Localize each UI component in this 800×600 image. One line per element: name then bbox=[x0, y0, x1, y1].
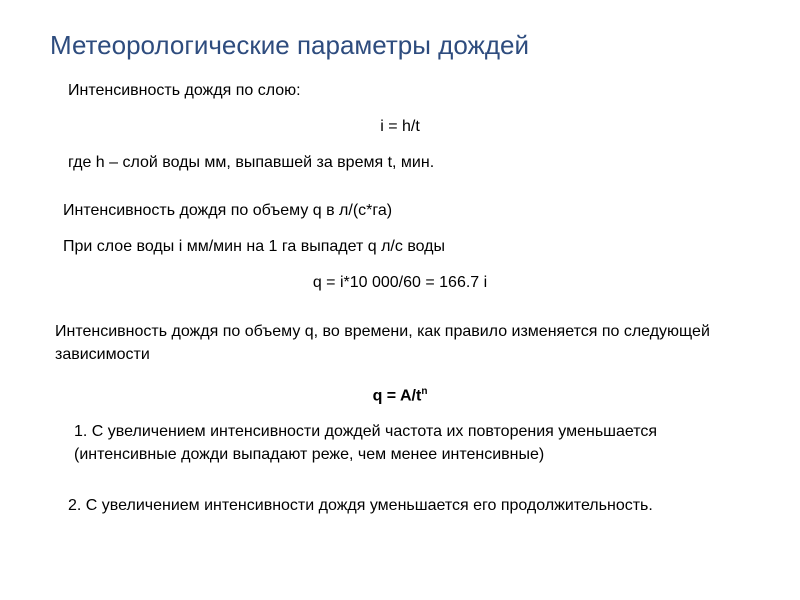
layer-definition: где h – слой воды мм, выпавшей за время t, мин. bbox=[68, 154, 435, 171]
layer-intensity-label: Интенсивность дождя по слою: bbox=[68, 82, 301, 99]
time-dependence-text: Интенсивность дождя по объему q, во времени, как правило изменяется по следующей зависимости bbox=[55, 323, 710, 363]
time-formula bbox=[0, 381, 800, 407]
volume-relation: При слое воды i мм/мин на 1 га выпадет q л/с воды bbox=[63, 238, 446, 255]
slide-title: Метеорологические параметры дождей bbox=[50, 30, 530, 60]
point-2: 2. С увеличением интенсивности дождя уменьшается его продолжительность. bbox=[68, 497, 653, 514]
time-formula-base: q = A/t bbox=[372, 387, 422, 405]
time-formula-exponent: n bbox=[421, 386, 428, 397]
point-1: 1. С увеличением интенсивности дождей частота их повторения уменьшается (интенсивные дожди выпадают реже, чем менее интенсивные) bbox=[74, 423, 658, 463]
volume-formula: q = i*10 000/60 = 166.7 i bbox=[312, 274, 488, 291]
layer-formula: i = h/t bbox=[380, 118, 420, 135]
volume-intensity-label: Интенсивность дождя по объему q в л/(с*га) bbox=[63, 202, 393, 219]
